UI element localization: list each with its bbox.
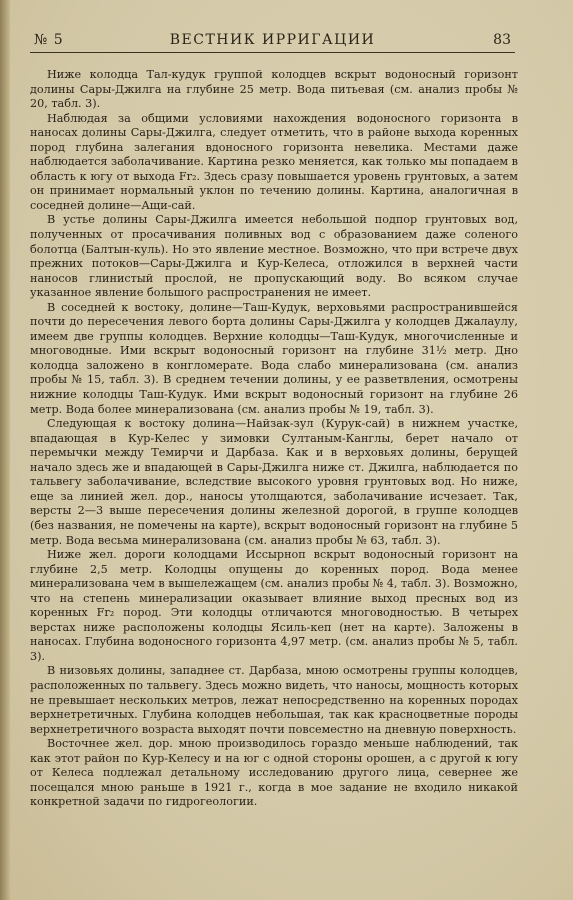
- paragraph: В соседней к востоку, долине—Таш-Кудук, верховьями распространившейся почти до пересечения левого борта долины Сары-Джилга у колодцев Джалаулу, имеем две группы колодцев. Верхние колодцы—Таш-Кудук, многочисленные и многоводные. Ими вскрыт водоносный горизонт на глубине 31½ метр. Дно колодца заложено в конгломерате. Вода слабо минерализована (см. анализ пробы № 15, табл. 3). В среднем течении долины, у ее разветвления, осмотрены нижние колодцы Таш-Кудук. Ими вскрыт водоносный горизонт на глубине 26 метр. Вода более минерализована (см. анализ пробы № 19, табл. 3).: [30, 300, 518, 416]
- paragraph: Ниже колодца Тал-кудук группой колодцев вскрыт водоносный горизонт долины Сары-Джилга на глубине 25 метр. Вода питьевая (см. анализ пробы № 20, табл. 3).: [30, 68, 518, 111]
- issue-number: № 5: [34, 32, 64, 48]
- paragraph: Ниже жел. дороги колодцами Иссырноп вскрыт водоносный горизонт на глубине 2,5 метр. Колодцы опущены до коренных пород. Вода менее минерализована чем в вышележащем (см. анализ пробы № 4, табл. 3). Возможно, что на степень минерализации оказывает влияние выход пресных вод из коренных Fr₂ пород. Эти колодцы отличаются многоводностью. В четырех верстах ниже расположены колодцы Ясиль-кеп (нет на карте). Заложены в наносах. Глубина водоносного горизонта 4,97 метр. (см. анализ пробы № 5, табл. 3).: [30, 548, 518, 663]
- journal-title: ВЕСТНИК ИРРИГАЦИИ: [169, 32, 376, 48]
- paragraph: В низовьях долины, западнее ст. Дарбаза, мною осмотрены группы колодцев, расположенных по тальвегу. Здесь можно видеть, что наносы, мощность которых не превышает нескольких метров, лежат непосредственно на коренных породах верхнетретичных. Глубина колодцев небольшая, так как красноцветные породы верхнетретичного возраста выходят почти повсеместно на дневную поверхность.: [30, 664, 518, 736]
- paragraph: В устье долины Сары-Джилга имеется небольшой подпор грунтовых вод, полученных от просачивания поливных вод с образованием даже соленого болотца (Балтын-куль). Но это явление местное. Возможно, что при встрече двух прежних потоков—Сары-Джилга и Кур-Келеса, отложился в верхней части наносов глинистый прослой, не пропускающий воду. Во всяком случае указанное явление большого распространения не имеет.: [30, 213, 518, 300]
- running-header: [30, 32, 515, 53]
- article-body: [30, 68, 518, 810]
- page-spine-shadow: [0, 0, 10, 900]
- paragraph: Наблюдая за общими условиями нахождения водоносного горизонта в наносах долины Сары-Джилга, следует отметить, что в районе выхода коренных пород глубина залегания вдоносного горизонта невелика. Местами даже наблюдается заболачивание. Картина резко меняется, как только мы попадаем в область к югу от выхода Fr₂. Здесь сразу повышается уровень грунтовых, а затем он принимает нормальный уклон по течению долины. Картина, аналогичная в соседней долине—Ащи-сай.: [30, 111, 518, 212]
- page-number: 83: [493, 32, 511, 48]
- paragraph: Восточнее жел. дор. мною производилось гораздо меньше наблюдений, так как этот район по Кур-Келесу и на юг с одной стороны орошен, а с другой к югу от Келеса подлежал детальному исследованию другого лица, севернее же посещался мною раньше в 1921 г., когда в мое задание не входило никакой конкретной задачи по гидрогеологии.: [30, 737, 518, 809]
- paragraph: Следующая к востоку долина—Найзак-зул (Курук-сай) в нижнем участке, впадающая в Кур-Келес у зимовки Султаным-Канглы, берет начало от перемычки между Темирчи и Дарбаза. Как и в верховьях долины, берущей начало здесь же и впадающей в Сары-Джилга ниже ст. Джилга, наблюдается по тальвегу заболачивание, вследствие высокого уровня грунтовых вод. Но ниже, еще за линией жел. дор., наносы утолщаются, заболачивание исчезает. Так, версты 2—3 выше пересечения долины железной дорогой, в группе колодцев (без названия, не помечены на карте), вскрыт водоносный горизонт на глубине 5 метр. Вода весьма минерализована (см. анализ пробы № 63, табл. 3).: [30, 417, 518, 547]
